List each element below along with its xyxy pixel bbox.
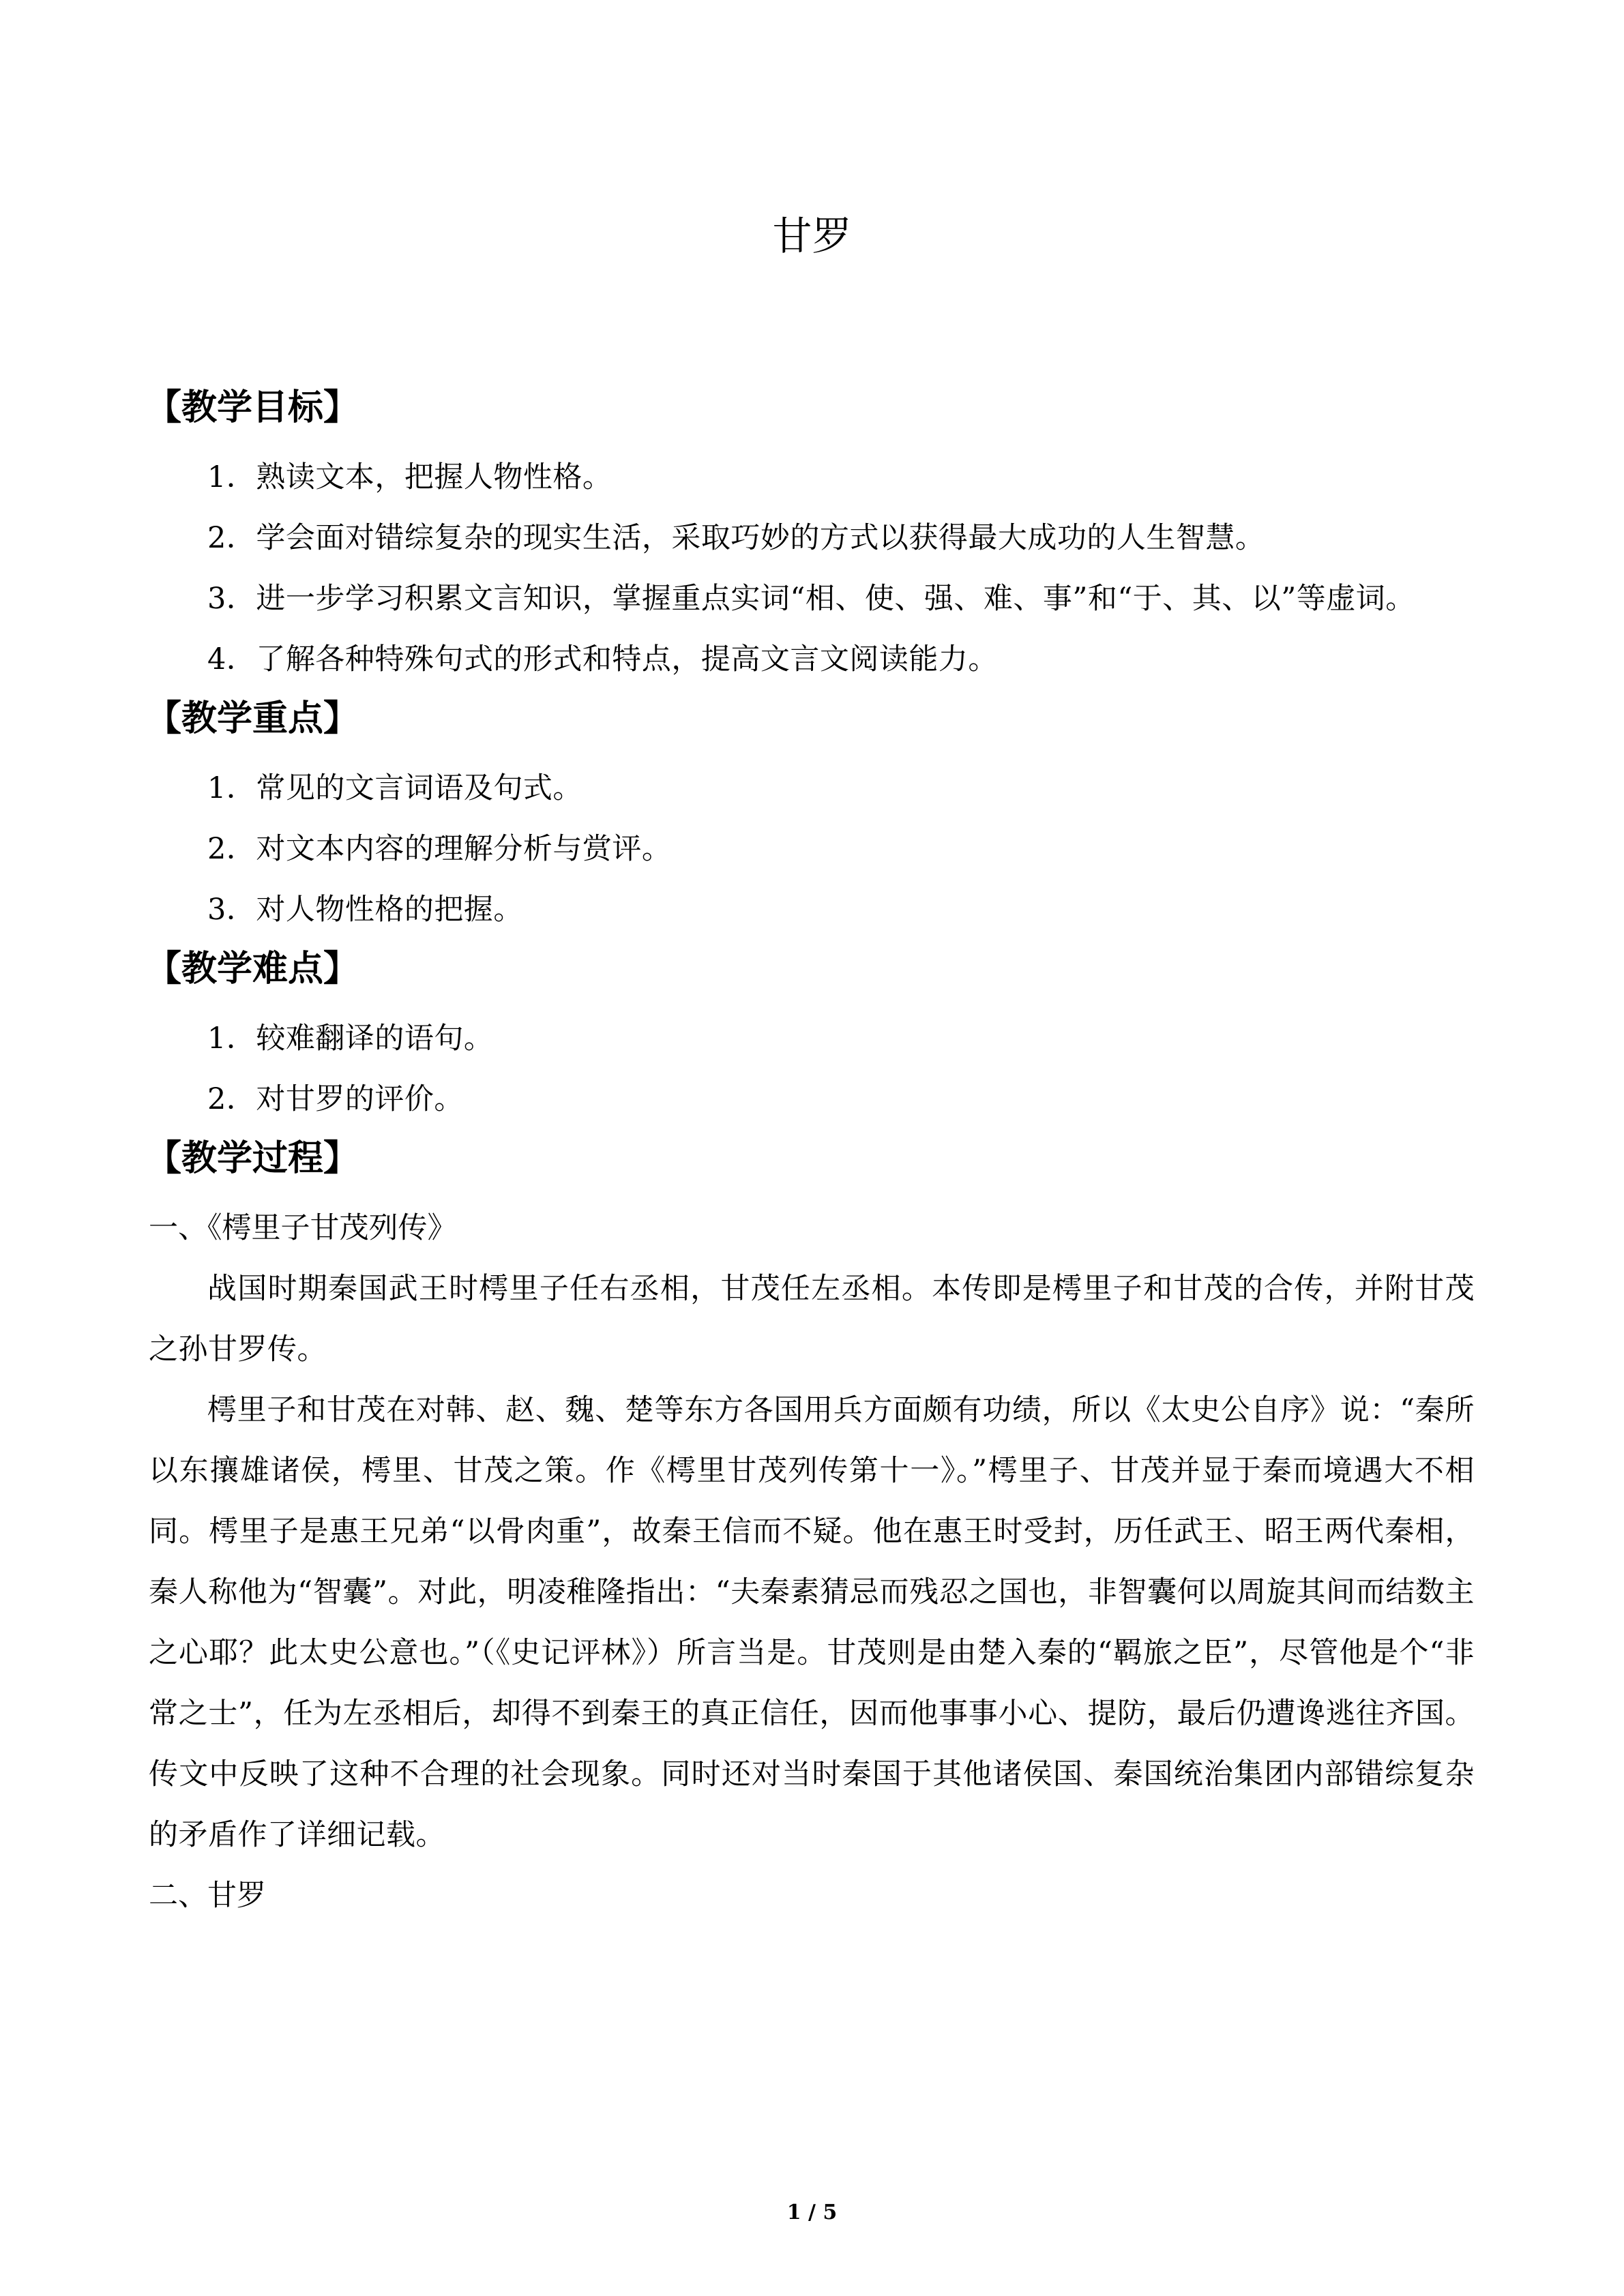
process-part1-title: 一、《樗里子甘茂列传》 (149, 1211, 457, 1245)
document-body (146, 382, 1475, 1926)
key-point-item: 3．对人物性格的把握。 (207, 893, 523, 927)
difficulty-item: 1．较难翻译的语句。 (207, 1022, 494, 1056)
page-title: 甘罗 (772, 213, 852, 259)
page-number: 1 / 5 (786, 2201, 838, 2224)
key-point-item: 2．对文本内容的理解分析与赏评。 (207, 832, 672, 866)
section-heading-difficulties: 【教学难点】 (146, 949, 359, 989)
goal-item: 4．了解各种特殊句式的形式和特点，提高文言文阅读能力。 (207, 642, 998, 676)
process-part2-title: 二、甘罗 (149, 1879, 266, 1913)
key-point-item: 1．常见的文言词语及句式。 (207, 771, 582, 805)
process-paragraph: 战国时期秦国武王时樗里子任右丞相，甘茂任左丞相。本传即是樗里子和甘茂的合传，并附甘茂之孙甘罗传。 (149, 1272, 1475, 1367)
section-heading-process: 【教学过程】 (146, 1138, 359, 1179)
section-heading-goals: 【教学目标】 (146, 387, 359, 428)
goal-item: 2．学会面对错综复杂的现实生活，采取巧妙的方式以获得最大成功的人生智慧。 (207, 521, 1265, 555)
goal-item: 1．熟读文本，把握人物性格。 (207, 460, 612, 494)
goal-item: 3．进一步学习积累文言知识，掌握重点实词“相、使、强、难、事”和“于、其、以”等虚词。 (207, 582, 1415, 616)
section-heading-key-points: 【教学重点】 (146, 698, 359, 739)
process-paragraph: 樗里子和甘茂在对韩、赵、魏、楚等东方各国用兵方面颇有功绩，所以《太史公自序》说：“秦所以东攘雄诸侯，樗里、甘茂之策。作《樗里甘茂列传第十一》。”樗里子、甘茂并显于秦而境遇大不相同。樗里子是惠王兄弟“以骨肉重”，故秦王信而不疑。他在惠王时受封，历任武王、昭王两代秦相，秦人称他为“智囊”。对此，明凌稚隆指出：“夫秦素猜忌而残忍之国也，非智囊何以周旋其间而结数主之心耶？此太史公意也。”（《史记评林》）所言当是。甘茂则是由楚入秦的“羁旅之臣”，尽管他是个“非常之士”，任为左丞相后，却得不到秦王的真正信任，因而他事事小心、提防，最后仍遭谗逃往齐国。传文中反映了这种不合理的社会现象。同时还对当时秦国于其他诸侯国、秦国统治集团内部错综复杂的矛盾作了详细记载。 (149, 1393, 1475, 1852)
difficulty-item: 2．对甘罗的评价。 (207, 1082, 464, 1116)
